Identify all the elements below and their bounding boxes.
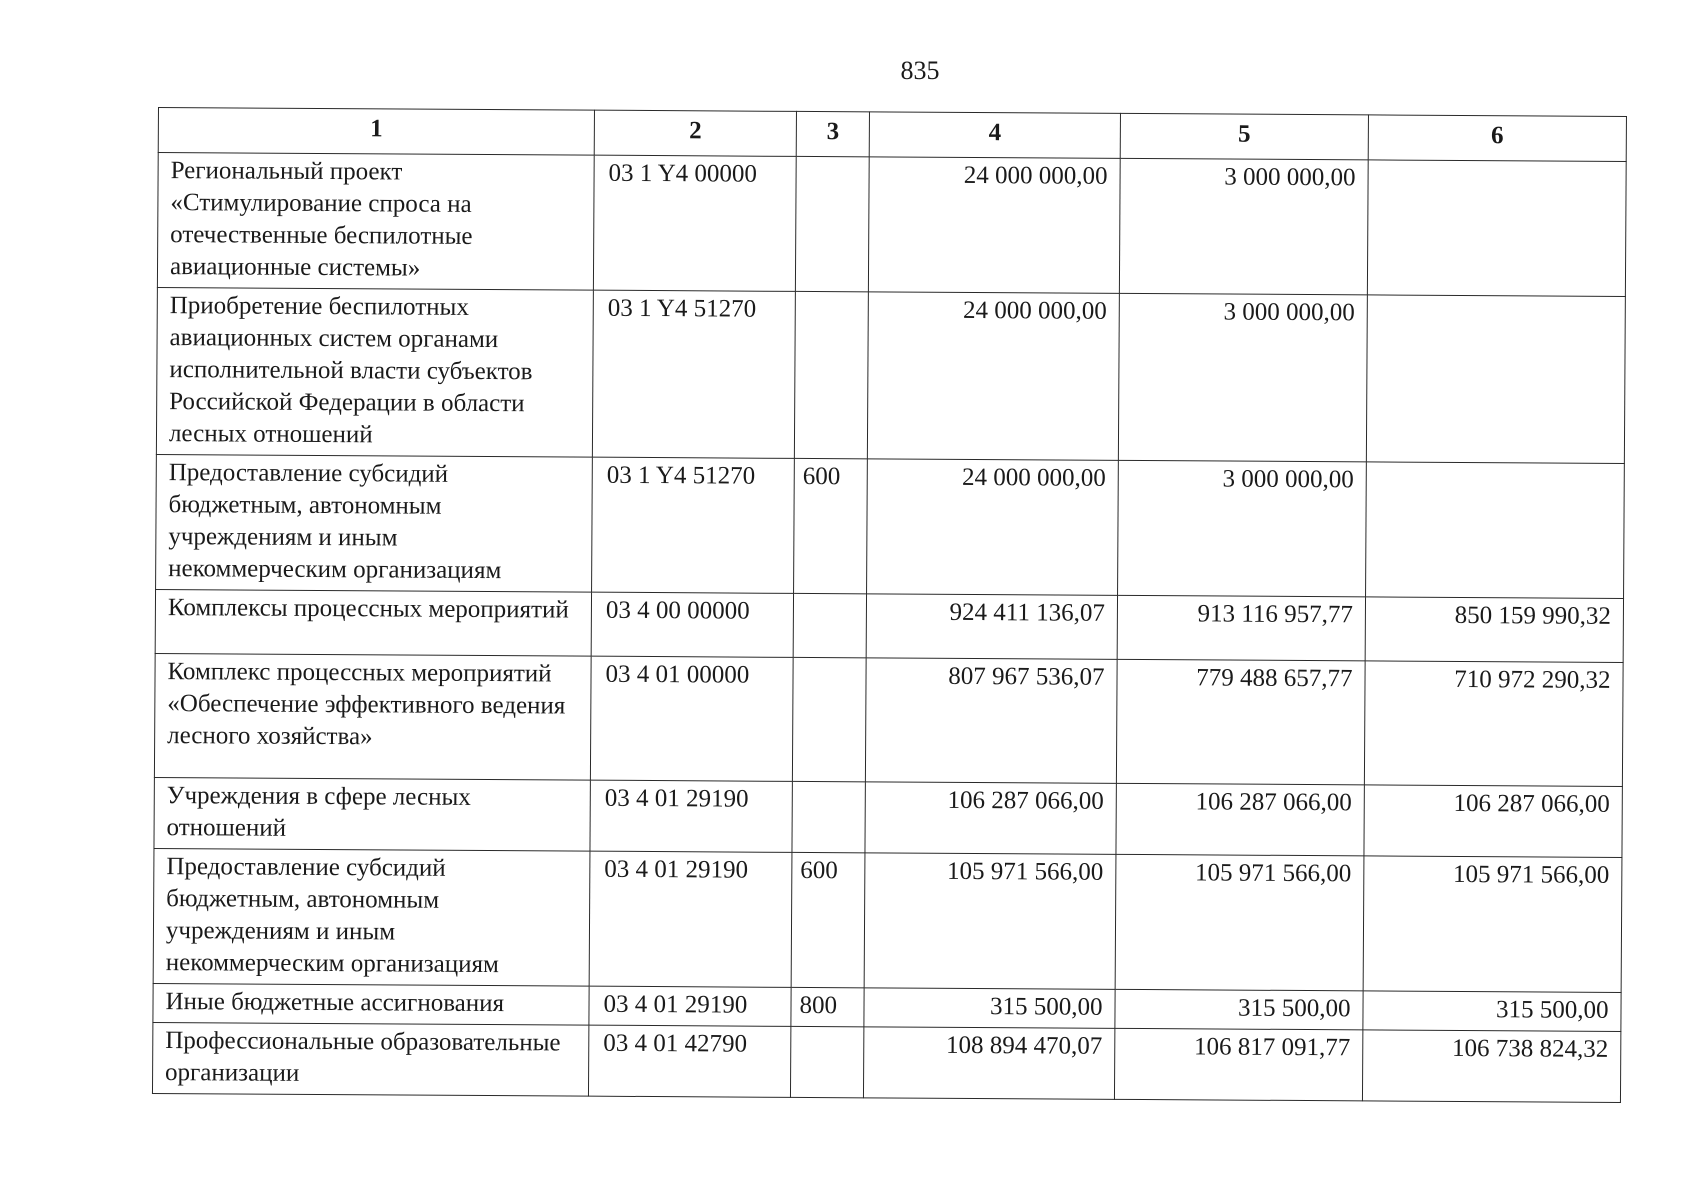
row-value-4: 924 411 136,07 [866,594,1117,660]
row-name: Комплексы процессных мероприятий [155,589,591,656]
row-value-4: 105 971 566,00 [864,853,1116,990]
row-value-4: 315 500,00 [864,988,1115,1029]
row-name: Приобретение беспилотных авиационных систем органами исполнительной власти субъектов Российской Федерации в области лесных отношений [156,287,593,457]
row-value-4: 108 894 470,07 [863,1027,1114,1100]
row-value-5: 913 116 957,77 [1117,595,1365,661]
row-name: Иные бюджетные ассигнования [153,983,589,1025]
column-header-4: 4 [869,112,1120,159]
row-code: 03 1 Y4 00000 [593,155,796,291]
row-name: Комплекс процессных мероприятий «Обеспечение эффективного ведения лесного хозяйства» [154,653,591,780]
table-row [152,1022,1620,1102]
row-value-5: 105 971 566,00 [1115,854,1364,991]
row-value-6: 850 159 990,32 [1365,597,1623,663]
table-row [153,848,1622,992]
row-name: Предоставление субсидий бюджетным, автономным учреждениям и иным некоммерческим организациям [153,848,590,986]
table-row [154,653,1623,786]
row-value-6 [1367,160,1626,297]
row-expense-type: 600 [794,458,868,593]
row-value-4: 24 000 000,00 [867,292,1119,461]
row-code: 03 4 01 29190 [590,780,792,852]
column-header-6: 6 [1368,115,1626,162]
row-code: 03 4 01 42790 [588,1025,790,1097]
row-expense-type [792,781,865,852]
row-value-5: 3 000 000,00 [1118,460,1367,597]
row-code: 03 1 Y4 51270 [592,290,795,458]
row-value-4: 24 000 000,00 [868,157,1120,294]
row-value-4: 106 287 066,00 [865,782,1116,855]
page-number: 835 [900,56,940,85]
row-value-5: 3 000 000,00 [1119,158,1368,295]
row-expense-type [790,1026,863,1097]
row-name: Профессиональные образовательные организации [152,1022,588,1096]
row-value-6: 106 287 066,00 [1364,785,1622,858]
row-code: 03 4 00 00000 [591,592,793,657]
column-header-5: 5 [1120,113,1368,160]
row-value-5: 3 000 000,00 [1118,293,1367,462]
table-row [154,777,1622,857]
row-code: 03 4 01 29190 [589,986,791,1026]
row-name: Региональный проект «Стимулирование спроса на отечественные беспилотные авиационные системы» [157,153,594,291]
row-code: 03 4 01 29190 [589,851,792,987]
table-row [157,153,1626,297]
row-code: 03 4 01 00000 [590,656,793,781]
row-value-6: 106 738 824,32 [1362,1030,1620,1103]
column-header-1: 1 [158,108,594,156]
row-value-6 [1366,462,1625,599]
table-row [155,589,1623,662]
row-value-6: 105 971 566,00 [1363,856,1622,993]
row-value-5: 779 488 657,77 [1116,659,1365,785]
column-header-3: 3 [796,111,869,156]
row-name: Учреждения в сфере лесных отношений [154,777,590,851]
row-value-5: 315 500,00 [1115,989,1363,1030]
row-value-5: 106 817 091,77 [1114,1028,1362,1101]
row-value-5: 106 287 066,00 [1116,783,1364,856]
row-value-6: 315 500,00 [1363,991,1621,1032]
row-expense-type: 800 [791,987,864,1026]
row-code: 03 1 Y4 51270 [592,457,795,593]
row-expense-type [794,291,868,458]
column-header-2: 2 [594,110,796,156]
row-expense-type [795,156,869,291]
row-name: Предоставление субсидий бюджетным, автономным учреждениям и иным некоммерческим организациям [156,454,593,592]
row-value-6: 710 972 290,32 [1364,661,1623,787]
table-row [156,454,1625,598]
row-value-4: 807 967 536,07 [865,658,1117,784]
table-row [156,287,1625,463]
row-value-6 [1366,295,1625,464]
row-value-4: 24 000 000,00 [867,459,1119,596]
row-expense-type [792,657,866,781]
row-expense-type [793,593,866,657]
budget-table [152,107,1627,1103]
row-expense-type: 600 [791,852,865,987]
